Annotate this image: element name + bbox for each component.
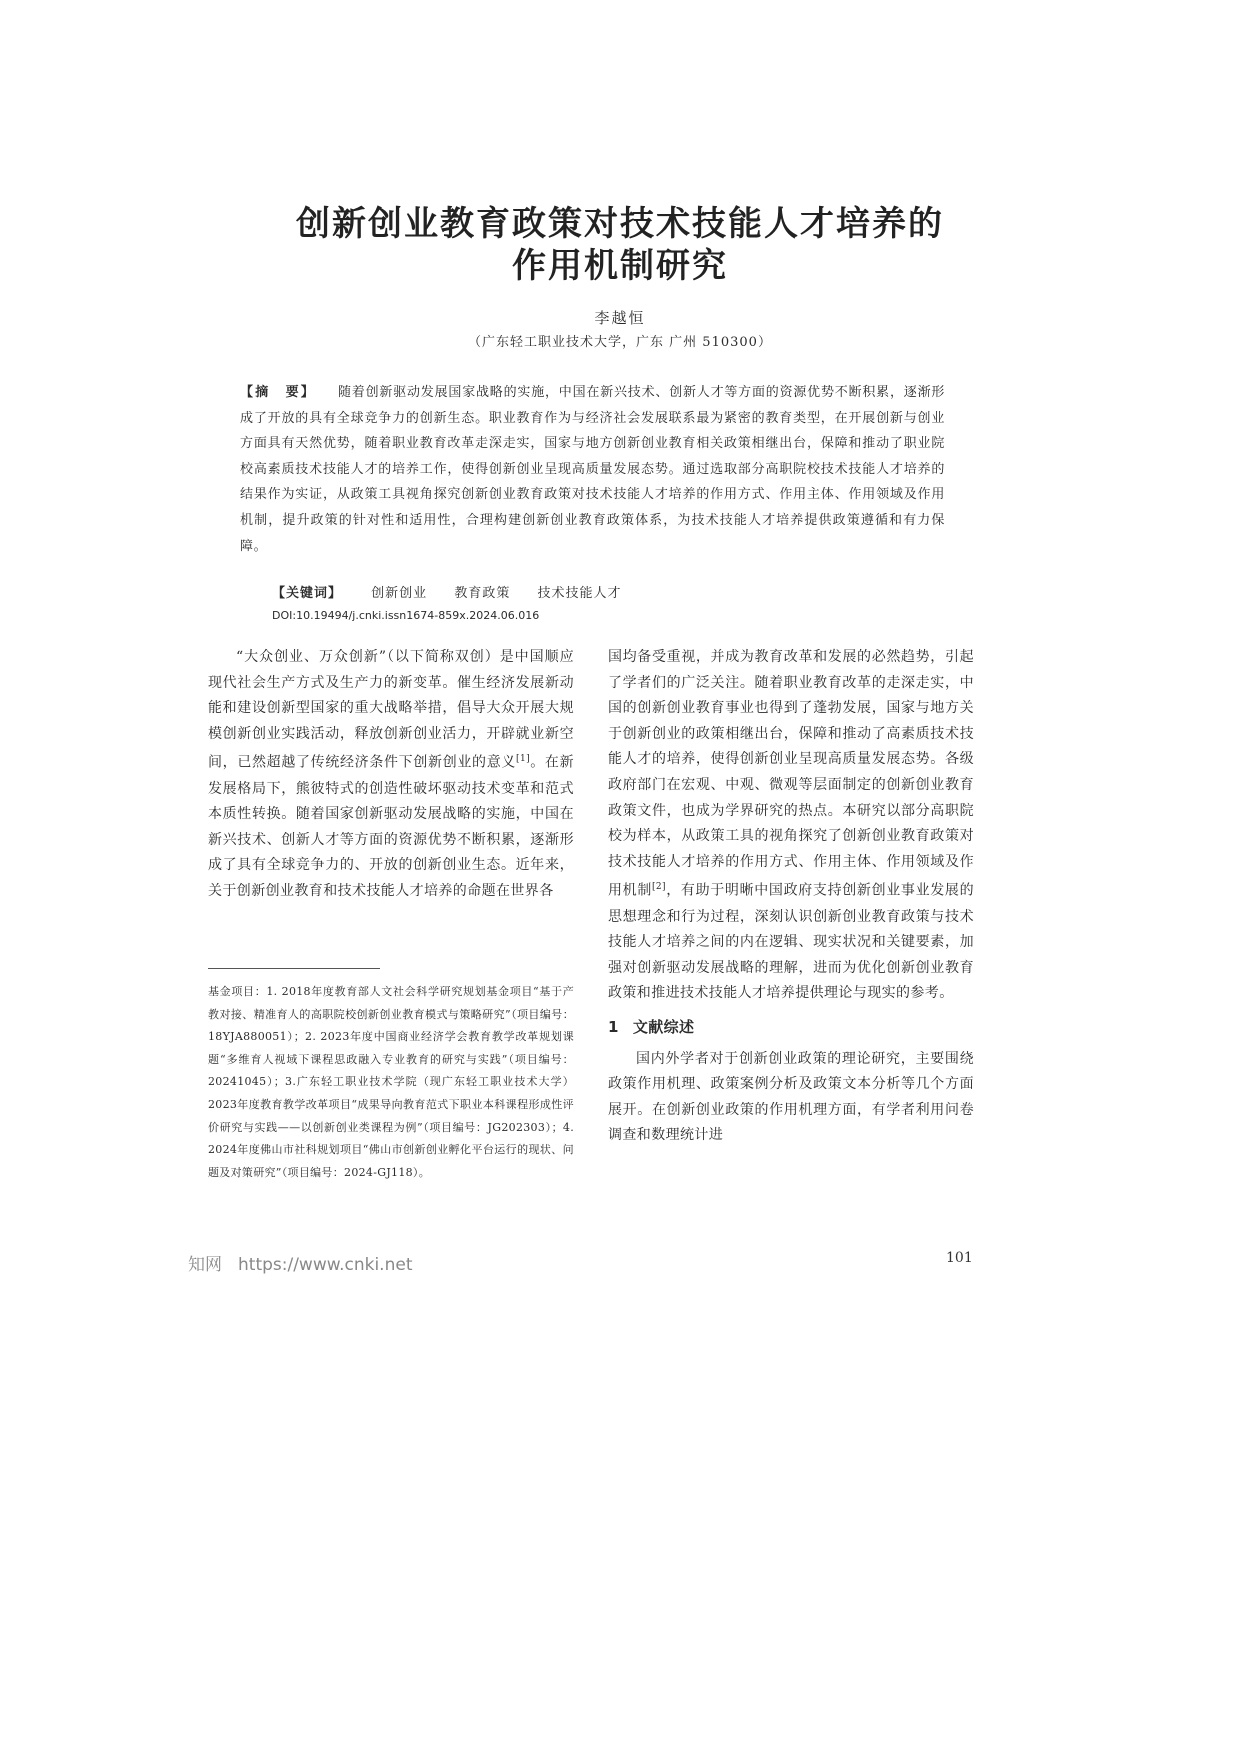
page-number: 101 xyxy=(946,1250,973,1266)
site-name: 知网 xyxy=(188,1255,222,1275)
intro-paragraph xyxy=(208,645,574,905)
intro-text-part-2: 。在新发展格局下，熊彼特式的创造性破坏驱动技术变革和范式本质性转换。随着国家创新驱动发展战略的实施，中国在新兴技术、创新人才等方面的资源优势不断积累，逐渐形成了具有全球竞争力的、开放的创新创业生态。近年来，关于创新创业教育和技术技能人才培养的命题在世界各 xyxy=(208,755,574,899)
keywords xyxy=(272,582,643,601)
doi: DOI:10.19494/j.cnki.issn1674-859x.2024.06.016 xyxy=(272,609,540,622)
body-right-column xyxy=(608,645,974,1149)
section-heading xyxy=(608,1015,974,1041)
abstract-label: 【摘 要】 xyxy=(240,385,316,400)
author-affiliation: （广东轻工职业技术大学，广东 广州 510300） xyxy=(468,335,772,350)
keyword-item: 教育政策 xyxy=(454,586,511,601)
abstract-text: 随着创新驱动发展国家战略的实施，中国在新兴技术、创新人才等方面的资源优势不断积累，逐渐形成了开放的具有全球竞争力的创新生态。职业教育作为与经济社会发展联系最为紧密的教育类型，在开展创新与创业方面具有天然优势，随着职业教育改革走深走实，国家与地方创新创业教育相关政策相继出台，保障和推动了职业院校高素质技术技能人才的培养工作，使得创新创业呈现高质量发展态势。通过选取部分高职院校技术技能人才培养的结果作为实证，从政策工具视角探究创新创业教育政策对技术技能人才培养的作用方式、作用主体、作用领域及作用机制，提升政策的针对性和适用性，合理构建创新创业教育政策体系，为技术技能人才培养提供政策遵循和有力保障。 xyxy=(240,385,945,554)
funding-footnote: 基金项目：1. 2018年度教育部人文社会科学研究规划基金项目“基于产教对接、精准育人的高职院校创新创业教育模式与策略研究”（项目编号：18YJA880051）；2. 2023年度中国商业经济学会教育教学改革规划课题“多维育人视域下课程思政融入专业教育的研究与实践”（项目编号：20241045）；3.广东轻工职业技术学院（现广东轻工职业技术大学）2023年度教育教学改革项目“成果导向教育范式下职业本科课程形成性评价研究与实践——以创新创业类课程为例”（项目编号：JG202303）；4. 2024年度佛山市社科规划项目“佛山市创新创业孵化平台运行的现状、问题及对策研究”（项目编号：2024-GJ118）。 xyxy=(208,985,574,1179)
footer-site xyxy=(188,1250,412,1275)
section-title: 文献综述 xyxy=(632,1017,695,1036)
section-number: 1 xyxy=(608,1017,619,1036)
keywords-label: 【关键词】 xyxy=(272,586,343,601)
intro-continued-paragraph xyxy=(608,645,974,1007)
intro-text-part-1: “大众创业、万众创新”（以下简称双创）是中国顺应现代社会生产方式及生产力的新变革。催生经济发展新动能和建设创新型国家的重大战略举措，倡导大众开展大规模创新创业实践活动，释放创新创业活力，开辟就业新空间，已然超越了传统经济条件下创新创业的意义 xyxy=(208,649,574,772)
author-name: 李越恒 xyxy=(594,309,646,327)
body-left-column xyxy=(208,645,574,905)
section-paragraph: 国内外学者对于创新创业政策的理论研究，主要围绕政策作用机理、政策案例分析及政策文本分析等几个方面展开。在创新创业政策的作用机理方面，有学者利用问卷调查和数理统计进 xyxy=(608,1050,974,1144)
keyword-item: 创新创业 xyxy=(371,586,428,601)
paper-title-line-1: 创新创业教育政策对技术技能人才培养的 xyxy=(296,204,944,244)
abstract xyxy=(240,380,945,559)
citation-1: [1] xyxy=(516,754,530,765)
footnote-divider xyxy=(208,968,380,969)
paper-title-line-2: 作用机制研究 xyxy=(512,246,728,286)
intro-continued-part-1: 国均备受重视，并成为教育改革和发展的必然趋势，引起了学者们的广泛关注。随着职业教育改革的走深走实，中国的创新创业教育事业也得到了蓬勃发展，国家与地方关于创新创业的政策相继出台，保障和推动了高素质技术技能人才的培养，使得创新创业呈现高质量发展态势。各级政府部门在宏观、中观、微观等层面制定的创新创业教育政策文件，也成为学界研究的热点。本研究以部分高职院校为样本，从政策工具的视角探究了创新创业教育政策对技术技能人才培养的作用方式、作用主体、作用领域及作用机制 xyxy=(608,649,974,899)
citation-2: [2] xyxy=(652,882,666,893)
intro-continued-part-2: ，有助于明晰中国政府支持创新创业事业发展的思想理念和行为过程，深刻认识创新创业教育政策与技术技能人才培养之间的内在逻辑、现实状况和关键要素，加强对创新驱动发展战略的理解，进而为优化创新创业教育政策和推进技术技能人才培养提供理论与现实的参考。 xyxy=(608,883,975,1002)
keyword-item: 技术技能人才 xyxy=(537,586,622,601)
site-url: https://www.cnki.net xyxy=(238,1255,413,1275)
